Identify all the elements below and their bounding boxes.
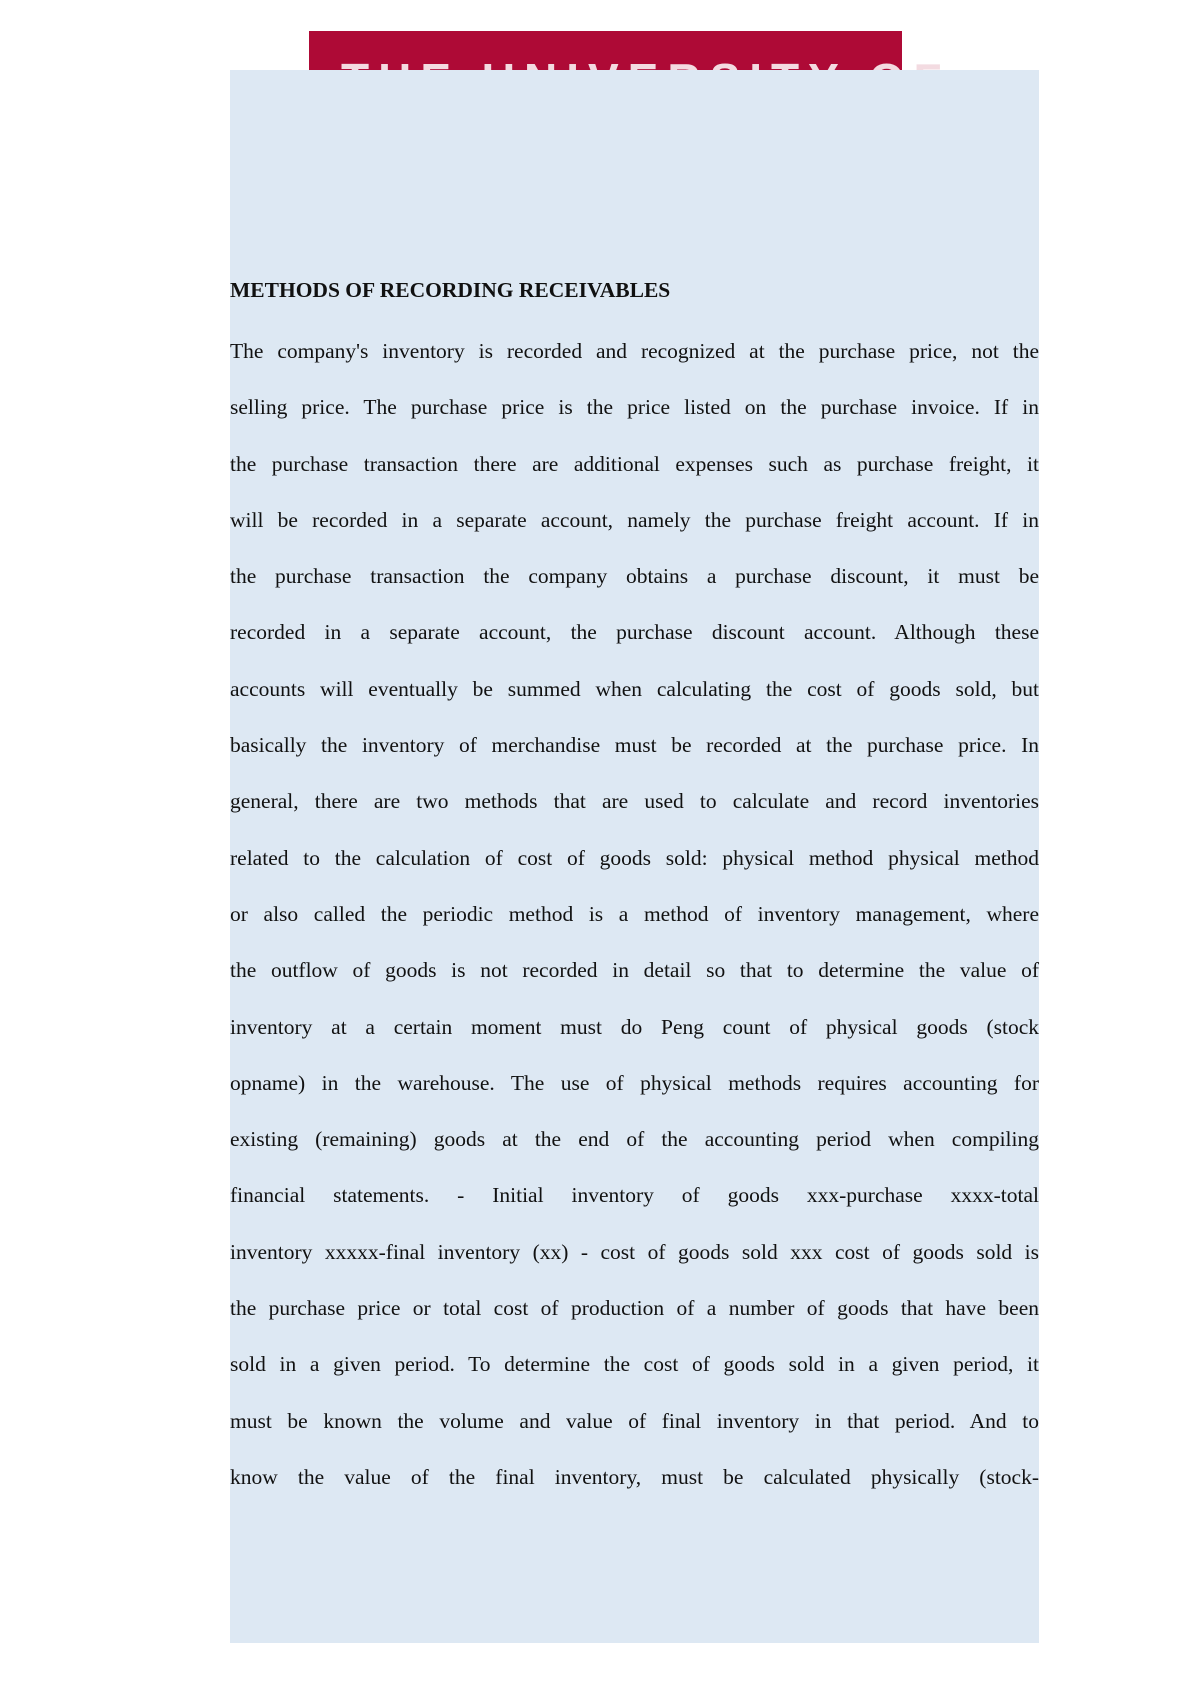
paragraph-line-text: inventory xxxxx-final inventory (xx) - cost of goods sold xxx cost of goods sold is bbox=[230, 1239, 1039, 1264]
paragraph-line bbox=[230, 620, 1039, 676]
paragraph-line bbox=[230, 452, 1039, 508]
paragraph-line bbox=[230, 1071, 1039, 1127]
paragraph-line bbox=[230, 902, 1039, 958]
content-panel bbox=[230, 70, 1039, 1643]
paragraph-line bbox=[230, 846, 1039, 902]
body-paragraph bbox=[230, 339, 1039, 1521]
paragraph-line-text: know the value of the final inventory, must be calculated physically (stock- bbox=[230, 1464, 1039, 1489]
paragraph-line bbox=[230, 1183, 1039, 1239]
paragraph-line-text: the purchase transaction the company obtains a purchase discount, it must be bbox=[230, 564, 1039, 589]
paragraph-line bbox=[230, 564, 1039, 620]
paragraph-line bbox=[230, 1409, 1039, 1465]
paragraph-line bbox=[230, 395, 1039, 451]
paragraph-line bbox=[230, 733, 1039, 789]
paragraph-line-text: will be recorded in a separate account, namely the purchase freight account. If in bbox=[230, 507, 1039, 532]
paragraph-line-text: The company's inventory is recorded and recognized at the purchase price, not the bbox=[230, 339, 1039, 363]
paragraph-line-text: related to the calculation of cost of goods sold: physical method physical method bbox=[230, 845, 1039, 870]
paragraph-line bbox=[230, 1015, 1039, 1071]
paragraph-line-text: recorded in a separate account, the purchase discount account. Although these bbox=[230, 620, 1039, 645]
paragraph-line-text: financial statements. - Initial inventory of goods xxx-purchase xxxx-total bbox=[230, 1183, 1039, 1208]
paragraph-line-text: must be known the volume and value of final inventory in that period. And to bbox=[230, 1408, 1039, 1433]
paragraph-line-text: accounts will eventually be summed when calculating the cost of goods sold, but bbox=[230, 676, 1039, 701]
paragraph-line-text: opname) in the warehouse. The use of physical methods requires accounting for bbox=[230, 1070, 1039, 1095]
university-banner bbox=[309, 31, 902, 75]
paragraph-line bbox=[230, 1352, 1039, 1408]
paragraph-line bbox=[230, 958, 1039, 1014]
section-heading: METHODS OF RECORDING RECEIVABLES bbox=[230, 278, 671, 302]
paragraph-line bbox=[230, 1127, 1039, 1183]
paragraph-line bbox=[230, 1296, 1039, 1352]
paragraph-line bbox=[230, 508, 1039, 564]
paragraph-line-text: the purchase price or total cost of production of a number of goods that have been bbox=[230, 1296, 1039, 1321]
paragraph-line bbox=[230, 789, 1039, 845]
paragraph-line bbox=[230, 1465, 1039, 1521]
paragraph-line bbox=[230, 677, 1039, 733]
paragraph-line-text: sold in a given period. To determine the cost of goods sold in a given period, it bbox=[230, 1352, 1039, 1377]
paragraph-line-text: inventory at a certain moment must do Peng count of physical goods (stock bbox=[230, 1014, 1039, 1039]
paragraph-line-text: existing (remaining) goods at the end of the accounting period when compiling bbox=[230, 1127, 1039, 1152]
paragraph-line bbox=[230, 1240, 1039, 1296]
paragraph-line-text: general, there are two methods that are used to calculate and record inventories bbox=[230, 789, 1039, 814]
paragraph-line-text: selling price. The purchase price is the price listed on the purchase invoice. If in bbox=[230, 395, 1039, 420]
paragraph-line bbox=[230, 339, 1039, 395]
paragraph-line-text: the outflow of goods is not recorded in detail so that to determine the value of bbox=[230, 958, 1039, 983]
paragraph-line-text: basically the inventory of merchandise must be recorded at the purchase price. In bbox=[230, 733, 1039, 758]
paragraph-line-text: or also called the periodic method is a method of inventory management, where bbox=[230, 901, 1039, 926]
paragraph-line-text: the purchase transaction there are additional expenses such as purchase freight, it bbox=[230, 451, 1039, 476]
